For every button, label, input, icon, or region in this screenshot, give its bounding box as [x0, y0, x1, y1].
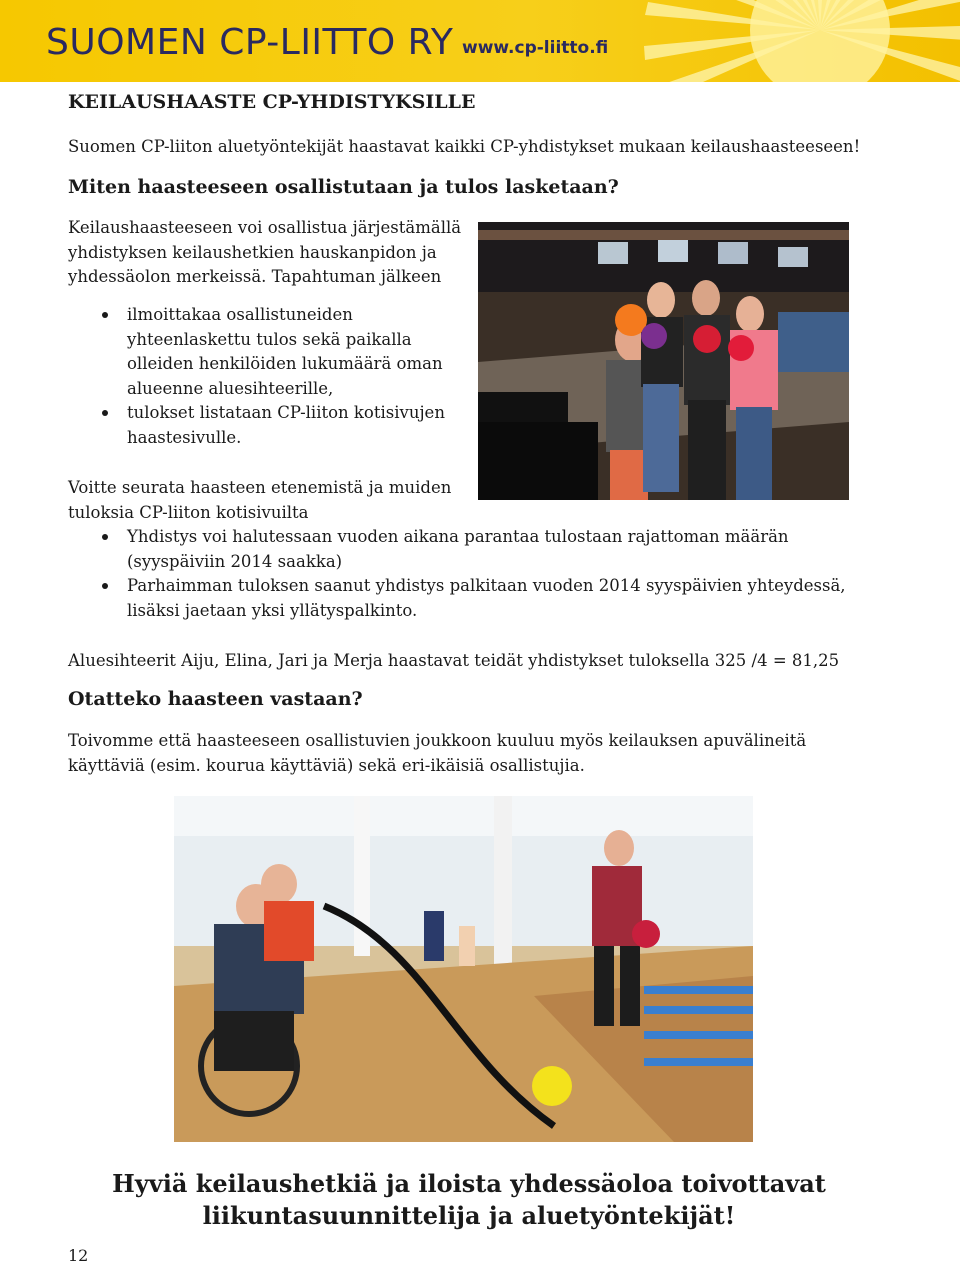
text-line: tulokset listataan CP-liiton kotisivujen: [127, 403, 445, 422]
org-name: SUOMEN CP-LIITTO RY: [46, 22, 454, 63]
text-line: Hyviä keilaushetkiä ja iloista yhdessäoloa toivottavat: [112, 1169, 826, 1198]
section1-heading: Miten haasteeseen osallistutaan ja tulos lasketaan?: [68, 176, 619, 198]
text-line: Voitte seurata haasteen etenemistä ja muiden: [68, 478, 452, 497]
intro-text: Suomen CP-liiton aluetyöntekijät haastavat kaikki CP-yhdistykset mukaan keilaushaasteeseen!: [68, 137, 861, 156]
text-line: olleiden henkilöiden lukumäärä oman: [127, 354, 443, 373]
text-line: yhdistyksen keilaushetkien hauskanpidon ja: [68, 242, 437, 262]
text-line: Toivomme että haasteeseen osallistuvien joukkoon kuuluu myös keilauksen apuvälineitä: [68, 731, 807, 750]
list-item: [68, 303, 445, 401]
follow-paragraph: [68, 476, 451, 525]
text-line: yhteenlaskettu tulos sekä paikalla: [127, 329, 412, 349]
text-line: alueenne aluesihteerille,: [127, 378, 334, 398]
ramp-bowling-photo: [174, 796, 753, 1142]
header-banner: [0, 0, 960, 82]
list-item: [68, 525, 846, 574]
text-line: lisäksi jaetaan yksi yllätyspalkinto.: [127, 600, 418, 620]
text-line: Parhaimman tuloksen saanut yhdistys palkitaan vuoden 2014 syyspäivien yhteydessä,: [127, 576, 846, 595]
text-line: ilmoittakaa osallistuneiden: [127, 305, 353, 324]
text-line: yhdessäolon merkeissä. Tapahtuman jälkeen: [68, 267, 442, 286]
text-line: Keilaushaasteeseen voi osallistua järjestämällä: [68, 218, 462, 237]
list-item: [68, 574, 846, 623]
org-url[interactable]: www.cp-liitto.fi: [462, 38, 609, 58]
text-line: tuloksia CP-liiton kotisivuilta: [68, 502, 309, 522]
section2-heading: Otatteko haasteen vastaan?: [68, 688, 363, 710]
participation-steps-list: [68, 303, 445, 450]
list-item: [68, 401, 445, 450]
text-line: Yhdistys voi halutessaan vuoden aikana parantaa tulostaan rajattoman määrän: [127, 527, 789, 546]
closing-message: [0, 1168, 938, 1232]
text-line: haastesivulle.: [127, 427, 242, 447]
challenge-rules-list: [68, 525, 846, 623]
text-line: käyttäviä (esim. kourua käyttäviä) sekä eri-ikäisiä osallistujia.: [68, 755, 585, 775]
text-line: liikuntasuunnittelija ja aluetyöntekijät!: [202, 1201, 736, 1230]
page-number: 12: [68, 1246, 89, 1265]
challenge-score-line: Aluesihteerit Aiju, Elina, Jari ja Merja haastavat teidät yhdistykset tuloksella 325 /4 = 81,25: [68, 651, 840, 670]
group-bowling-photo: [478, 222, 849, 500]
text-line: (syyspäiviin 2014 saakka): [127, 551, 343, 571]
page-title: KEILAUSHAASTE CP-YHDISTYKSILLE: [68, 91, 476, 113]
section2-paragraph: [68, 729, 806, 778]
section1-paragraph: [68, 216, 461, 290]
sun-rays-graphic: [640, 0, 960, 82]
